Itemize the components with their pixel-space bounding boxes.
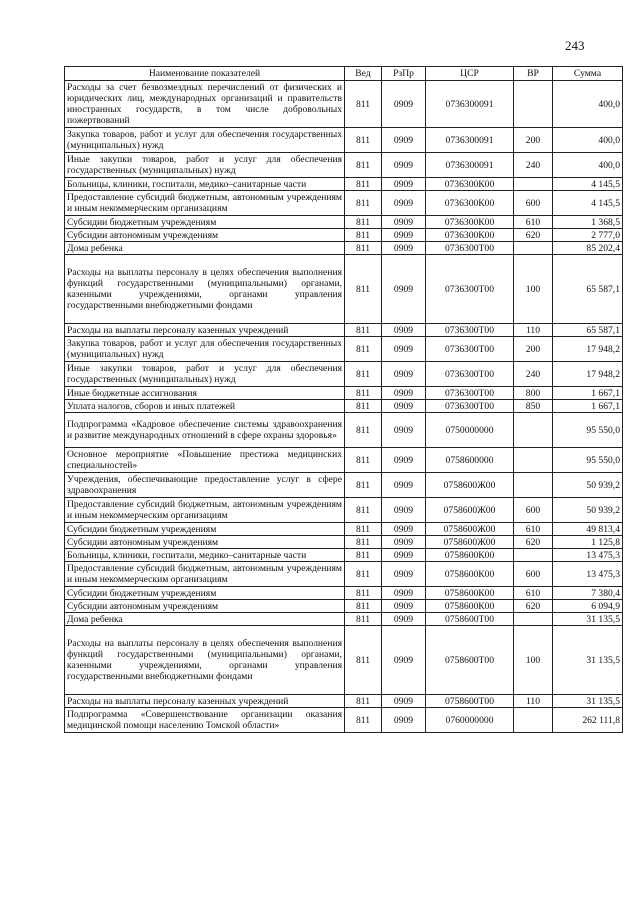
cell-vr: 110 xyxy=(514,324,553,337)
cell-name: Закупка товаров, работ и услуг для обеспечения государственных (муниципальных) нужд xyxy=(65,337,345,362)
cell-sum: 1 125,8 xyxy=(553,536,623,549)
cell-rzpr: 0909 xyxy=(382,362,426,387)
cell-sum: 65 587,1 xyxy=(553,324,623,337)
table-row xyxy=(65,387,623,400)
cell-sum: 95 550,0 xyxy=(553,413,623,448)
cell-csr: 0760000000 xyxy=(426,708,514,733)
cell-ved: 811 xyxy=(345,473,382,498)
table-row xyxy=(65,498,623,523)
cell-csr: 0758600Ж00 xyxy=(426,523,514,536)
cell-sum: 400,0 xyxy=(553,128,623,153)
table-row xyxy=(65,613,623,626)
cell-name: Иные бюджетные ассигнования xyxy=(65,387,345,400)
table-row xyxy=(65,473,623,498)
cell-ved: 811 xyxy=(345,498,382,523)
cell-rzpr: 0909 xyxy=(382,600,426,613)
cell-ved: 811 xyxy=(345,549,382,562)
cell-vr: 200 xyxy=(514,337,553,362)
cell-name: Предоставление субсидий бюджетным, автономным учреждениям и иным некоммерческим организациям xyxy=(65,191,345,216)
cell-sum: 1 667,1 xyxy=(553,400,623,413)
table-row xyxy=(65,81,623,128)
cell-ved: 811 xyxy=(345,587,382,600)
cell-csr: 0758600К00 xyxy=(426,600,514,613)
cell-sum: 6 094,9 xyxy=(553,600,623,613)
table-row xyxy=(65,536,623,549)
cell-vr: 600 xyxy=(514,191,553,216)
table-row xyxy=(65,448,623,473)
cell-csr: 0758600К00 xyxy=(426,562,514,587)
cell-vr: 100 xyxy=(514,626,553,695)
cell-sum: 17 948,2 xyxy=(553,362,623,387)
table-row xyxy=(65,562,623,587)
cell-name: Больницы, клиники, госпитали, медико–санитарные части xyxy=(65,178,345,191)
cell-ved: 811 xyxy=(345,324,382,337)
cell-rzpr: 0909 xyxy=(382,178,426,191)
table-row xyxy=(65,708,623,733)
cell-ved: 811 xyxy=(345,400,382,413)
cell-vr: 240 xyxy=(514,362,553,387)
table-row xyxy=(65,216,623,229)
cell-name: Основное мероприятие «Повышение престижа медицинских специальностей» xyxy=(65,448,345,473)
cell-vr: 610 xyxy=(514,587,553,600)
cell-sum: 4 145,5 xyxy=(553,191,623,216)
cell-csr: 0758600Ж00 xyxy=(426,473,514,498)
cell-ved: 811 xyxy=(345,708,382,733)
cell-vr xyxy=(514,473,553,498)
cell-sum: 4 145,5 xyxy=(553,178,623,191)
cell-csr: 0736300Т00 xyxy=(426,400,514,413)
table-row xyxy=(65,362,623,387)
cell-vr xyxy=(514,81,553,128)
cell-sum: 1 667,1 xyxy=(553,387,623,400)
cell-sum: 7 380,4 xyxy=(553,587,623,600)
table-row xyxy=(65,600,623,613)
cell-ved: 811 xyxy=(345,695,382,708)
cell-name: Уплата налогов, сборов и иных платежей xyxy=(65,400,345,413)
cell-csr: 0736300Т00 xyxy=(426,387,514,400)
cell-sum: 1 368,5 xyxy=(553,216,623,229)
cell-vr: 600 xyxy=(514,498,553,523)
cell-rzpr: 0909 xyxy=(382,498,426,523)
cell-vr xyxy=(514,708,553,733)
cell-ved: 811 xyxy=(345,337,382,362)
cell-name: Больницы, клиники, госпитали, медико–санитарные части xyxy=(65,549,345,562)
cell-csr: 0736300Т00 xyxy=(426,242,514,255)
cell-vr: 620 xyxy=(514,536,553,549)
cell-vr xyxy=(514,178,553,191)
cell-rzpr: 0909 xyxy=(382,473,426,498)
cell-rzpr: 0909 xyxy=(382,128,426,153)
table-row xyxy=(65,626,623,695)
cell-name: Подпрограмма «Кадровое обеспечение системы здравоохранения и развитие международных отношений в сфере охраны здоровья» xyxy=(65,413,345,448)
header-rzpr: РзПр xyxy=(382,67,426,81)
cell-csr: 0736300091 xyxy=(426,153,514,178)
cell-csr: 0736300Т00 xyxy=(426,324,514,337)
cell-rzpr: 0909 xyxy=(382,255,426,324)
cell-name: Расходы на выплаты персоналу в целях обеспечения выполнения функций государственными (муниципальными) органами, казенными учреждениями, органами управления государственными внебюджетными фондами xyxy=(65,626,345,695)
cell-rzpr: 0909 xyxy=(382,626,426,695)
cell-csr: 0736300091 xyxy=(426,81,514,128)
header-ved: Вед xyxy=(345,67,382,81)
cell-name: Расходы на выплаты персоналу казенных учреждений xyxy=(65,695,345,708)
cell-sum: 85 202,4 xyxy=(553,242,623,255)
cell-rzpr: 0909 xyxy=(382,413,426,448)
cell-csr: 0758600Ж00 xyxy=(426,536,514,549)
cell-sum: 50 939,2 xyxy=(553,473,623,498)
cell-csr: 0758600Т00 xyxy=(426,626,514,695)
cell-rzpr: 0909 xyxy=(382,708,426,733)
cell-rzpr: 0909 xyxy=(382,587,426,600)
cell-vr: 850 xyxy=(514,400,553,413)
cell-vr: 800 xyxy=(514,387,553,400)
cell-ved: 811 xyxy=(345,562,382,587)
cell-ved: 811 xyxy=(345,536,382,549)
cell-sum: 262 111,8 xyxy=(553,708,623,733)
cell-csr: 0758600Ж00 xyxy=(426,498,514,523)
cell-rzpr: 0909 xyxy=(382,81,426,128)
cell-vr: 110 xyxy=(514,695,553,708)
cell-rzpr: 0909 xyxy=(382,153,426,178)
cell-rzpr: 0909 xyxy=(382,448,426,473)
cell-csr: 0736300Т00 xyxy=(426,362,514,387)
table-row xyxy=(65,324,623,337)
cell-name: Субсидии автономным учреждениям xyxy=(65,600,345,613)
table-row xyxy=(65,191,623,216)
cell-ved: 811 xyxy=(345,178,382,191)
cell-csr: 0736300Т00 xyxy=(426,337,514,362)
cell-rzpr: 0909 xyxy=(382,562,426,587)
cell-csr: 0758600К00 xyxy=(426,549,514,562)
cell-name: Предоставление субсидий бюджетным, автономным учреждениям и иным некоммерческим организациям xyxy=(65,498,345,523)
cell-vr xyxy=(514,448,553,473)
cell-sum: 17 948,2 xyxy=(553,337,623,362)
cell-rzpr: 0909 xyxy=(382,400,426,413)
cell-vr xyxy=(514,549,553,562)
cell-name: Субсидии бюджетным учреждениям xyxy=(65,523,345,536)
cell-name: Субсидии автономным учреждениям xyxy=(65,536,345,549)
header-vr: ВР xyxy=(514,67,553,81)
cell-ved: 811 xyxy=(345,191,382,216)
cell-name: Субсидии автономным учреждениям xyxy=(65,229,345,242)
cell-sum: 2 777,0 xyxy=(553,229,623,242)
cell-ved: 811 xyxy=(345,153,382,178)
cell-csr: 0736300К00 xyxy=(426,216,514,229)
cell-ved: 811 xyxy=(345,626,382,695)
cell-ved: 811 xyxy=(345,362,382,387)
cell-name: Подпрограмма «Совершенствование организации оказания медицинской помощи населению Томской области» xyxy=(65,708,345,733)
cell-rzpr: 0909 xyxy=(382,242,426,255)
cell-csr: 0736300К00 xyxy=(426,229,514,242)
table-row xyxy=(65,255,623,324)
cell-ved: 811 xyxy=(345,255,382,324)
cell-vr: 620 xyxy=(514,600,553,613)
cell-ved: 811 xyxy=(345,216,382,229)
cell-vr: 600 xyxy=(514,562,553,587)
cell-rzpr: 0909 xyxy=(382,229,426,242)
cell-ved: 811 xyxy=(345,523,382,536)
cell-name: Дома ребенка xyxy=(65,242,345,255)
header-row xyxy=(65,67,623,81)
page-number: 243 xyxy=(565,38,585,53)
table-row xyxy=(65,587,623,600)
cell-rzpr: 0909 xyxy=(382,216,426,229)
cell-name: Иные закупки товаров, работ и услуг для обеспечения государственных (муниципальных) нужд xyxy=(65,362,345,387)
cell-ved: 811 xyxy=(345,229,382,242)
cell-sum: 95 550,0 xyxy=(553,448,623,473)
cell-csr: 0736300Т00 xyxy=(426,255,514,324)
cell-name: Закупка товаров, работ и услуг для обеспечения государственных (муниципальных) нужд xyxy=(65,128,345,153)
table-row xyxy=(65,400,623,413)
cell-csr: 0758600Т00 xyxy=(426,613,514,626)
table-row xyxy=(65,128,623,153)
cell-vr: 610 xyxy=(514,523,553,536)
cell-name: Расходы за счет безвозмездных перечислений от физических и юридических лиц, международных организаций и правительств иностранных государств, в том числе добровольных пожертвований xyxy=(65,81,345,128)
cell-csr: 0758600Т00 xyxy=(426,695,514,708)
cell-ved: 811 xyxy=(345,613,382,626)
cell-rzpr: 0909 xyxy=(382,324,426,337)
table-row xyxy=(65,523,623,536)
cell-name: Расходы на выплаты персоналу в целях обеспечения выполнения функций государственными (муниципальными) органами, казенными учреждениями, органами управления государственными внебюджетными фондами xyxy=(65,255,345,324)
cell-name: Расходы на выплаты персоналу казенных учреждений xyxy=(65,324,345,337)
cell-ved: 811 xyxy=(345,81,382,128)
cell-sum: 31 135,5 xyxy=(553,613,623,626)
cell-ved: 811 xyxy=(345,387,382,400)
cell-rzpr: 0909 xyxy=(382,695,426,708)
table-header xyxy=(65,67,623,81)
cell-rzpr: 0909 xyxy=(382,613,426,626)
cell-sum: 31 135,5 xyxy=(553,695,623,708)
cell-rzpr: 0909 xyxy=(382,191,426,216)
cell-vr xyxy=(514,413,553,448)
cell-sum: 50 939,2 xyxy=(553,498,623,523)
cell-ved: 811 xyxy=(345,128,382,153)
cell-vr: 620 xyxy=(514,229,553,242)
table-row xyxy=(65,549,623,562)
cell-csr: 0736300К00 xyxy=(426,191,514,216)
cell-csr: 0736300К00 xyxy=(426,178,514,191)
cell-csr: 0736300091 xyxy=(426,128,514,153)
cell-vr xyxy=(514,242,553,255)
cell-rzpr: 0909 xyxy=(382,387,426,400)
cell-name: Иные закупки товаров, работ и услуг для обеспечения государственных (муниципальных) нужд xyxy=(65,153,345,178)
cell-ved: 811 xyxy=(345,413,382,448)
cell-vr: 200 xyxy=(514,128,553,153)
cell-vr xyxy=(514,613,553,626)
cell-csr: 0758600К00 xyxy=(426,587,514,600)
cell-sum: 49 813,4 xyxy=(553,523,623,536)
header-sum: Сумма xyxy=(553,67,623,81)
cell-rzpr: 0909 xyxy=(382,523,426,536)
table-body xyxy=(65,81,623,733)
cell-name: Субсидии бюджетным учреждениям xyxy=(65,216,345,229)
cell-ved: 811 xyxy=(345,242,382,255)
cell-rzpr: 0909 xyxy=(382,337,426,362)
table-row xyxy=(65,178,623,191)
table-row xyxy=(65,153,623,178)
cell-rzpr: 0909 xyxy=(382,536,426,549)
cell-csr: 0750000000 xyxy=(426,413,514,448)
cell-name: Предоставление субсидий бюджетным, автономным учреждениям и иным некоммерческим организациям xyxy=(65,562,345,587)
cell-vr: 240 xyxy=(514,153,553,178)
cell-csr: 0758600000 xyxy=(426,448,514,473)
header-csr: ЦСР xyxy=(426,67,514,81)
cell-sum: 31 135,5 xyxy=(553,626,623,695)
cell-vr: 610 xyxy=(514,216,553,229)
cell-vr: 100 xyxy=(514,255,553,324)
cell-sum: 400,0 xyxy=(553,153,623,178)
cell-sum: 13 475,3 xyxy=(553,562,623,587)
cell-sum: 400,0 xyxy=(553,81,623,128)
cell-ved: 811 xyxy=(345,448,382,473)
table-row xyxy=(65,413,623,448)
table-row xyxy=(65,695,623,708)
table-row xyxy=(65,337,623,362)
cell-rzpr: 0909 xyxy=(382,549,426,562)
cell-name: Дома ребенка xyxy=(65,613,345,626)
cell-name: Учреждения, обеспечивающие предоставление услуг в сфере здравоохранения xyxy=(65,473,345,498)
cell-sum: 65 587,1 xyxy=(553,255,623,324)
table-row xyxy=(65,242,623,255)
header-name: Наименование показателей xyxy=(65,67,345,81)
cell-ved: 811 xyxy=(345,600,382,613)
budget-table xyxy=(64,66,623,733)
cell-sum: 13 475,3 xyxy=(553,549,623,562)
cell-name: Субсидии бюджетным учреждениям xyxy=(65,587,345,600)
table-row xyxy=(65,229,623,242)
